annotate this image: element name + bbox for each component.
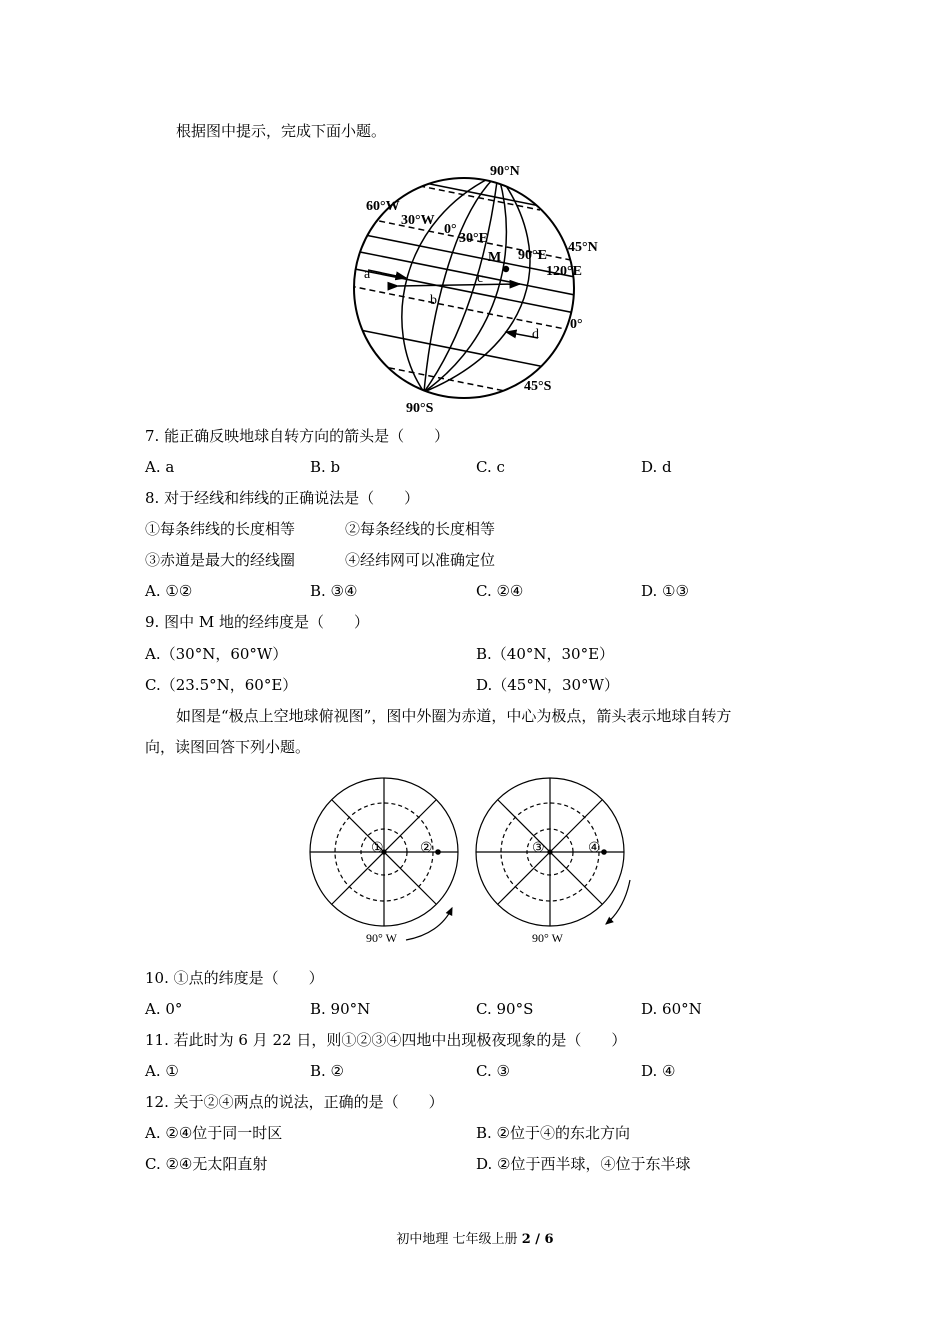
label-30w: 30°W	[401, 213, 435, 228]
q12-option-b[interactable]: B. ②位于④的东北方向	[476, 1124, 631, 1142]
q11-option-c[interactable]: C. ③	[476, 1062, 510, 1080]
meridian	[424, 174, 506, 392]
q11-option-d[interactable]: D. ④	[641, 1062, 676, 1080]
q9-option-b[interactable]: B.（40°N，30°E）	[476, 645, 615, 663]
q8-option-a[interactable]: A. ①②	[145, 582, 193, 600]
q8-statement-3: ③赤道是最大的经线圈	[145, 551, 296, 569]
rotation-arrow-left	[406, 908, 452, 940]
label-point-3: ③	[532, 841, 545, 856]
q8-option-c[interactable]: C. ②④	[476, 582, 524, 600]
q9-stem: 9. 图中 M 地的经纬度是（ ）	[145, 613, 369, 631]
q11-option-b[interactable]: B. ②	[310, 1062, 345, 1080]
label-c: c	[477, 271, 484, 286]
label-90n: 90°N	[490, 164, 520, 179]
q7-stem: 7. 能正确反映地球自转方向的箭头是（ ）	[145, 427, 450, 445]
rotation-arrow-right	[606, 880, 630, 924]
q8-statement-1: ①每条纬线的长度相等	[145, 520, 296, 538]
q7-option-a[interactable]: A. a	[145, 458, 175, 476]
label-point-1: ①	[371, 841, 384, 856]
page-number: 2 / 6	[521, 1232, 554, 1247]
label-a: a	[364, 267, 371, 282]
right-caption: 90° W	[532, 931, 563, 945]
page-footer	[0, 1228, 950, 1247]
label-30e: 30°E	[459, 231, 488, 246]
left-caption: 90° W	[366, 931, 397, 945]
footer-text: 初中地理 七年级上册	[396, 1232, 522, 1247]
label-b: b	[430, 293, 437, 308]
label-45s: 45°S	[524, 379, 552, 394]
label-120e: 120°E	[546, 264, 582, 279]
polar-view-figure	[300, 770, 640, 954]
q10-stem: 10. ①点的纬度是（ ）	[145, 969, 324, 987]
polar-view-svg	[300, 770, 640, 950]
q8-statement-4: ④经纬网可以准确定位	[345, 551, 496, 569]
q8-statement-2: ②每条经线的长度相等	[345, 520, 496, 538]
arrow-a	[368, 270, 406, 278]
q10-option-d[interactable]: D. 60°N	[641, 1000, 702, 1018]
intro-text-2-line2: 向，读图回答下列小题。	[145, 738, 311, 756]
q11-stem: 11. 若此时为 6 月 22 日，则①②③④四地中出现极夜现象的是（ ）	[145, 1031, 627, 1049]
label-60w: 60°W	[366, 199, 400, 214]
q11-option-a[interactable]: A. ①	[145, 1062, 179, 1080]
q9-option-d[interactable]: D.（45°N，30°W）	[476, 676, 619, 694]
meridian	[402, 174, 498, 392]
lat-line	[340, 358, 600, 410]
label-0-equator: 0°	[570, 317, 583, 332]
q8-option-b[interactable]: B. ③④	[310, 582, 358, 600]
label-45n: 45°N	[568, 240, 598, 255]
intro-text-2-line1: 如图是“极点上空地球俯视图”，图中外圈为赤道，中心为极点，箭头表示地球自转方	[176, 707, 732, 725]
arrow-b-c	[398, 284, 520, 286]
q8-stem: 8. 对于经线和纬线的正确说法是（ ）	[145, 489, 420, 507]
q12-option-a[interactable]: A. ②④位于同一时区	[145, 1124, 283, 1142]
q9-option-c[interactable]: C.（23.5°N，60°E）	[145, 676, 298, 694]
q10-option-a[interactable]: A. 0°	[145, 1000, 183, 1018]
intro-text-1: 根据图中提示，完成下面小题。	[176, 122, 387, 140]
label-0-meridian: 0°	[444, 222, 457, 237]
q12-stem: 12. 关于②④两点的说法，正确的是（ ）	[145, 1093, 444, 1111]
q12-option-d[interactable]: D. ②位于西半球，④位于东半球	[476, 1155, 691, 1173]
globe-graticule-svg	[340, 158, 610, 420]
q10-option-c[interactable]: C. 90°S	[476, 1000, 534, 1018]
label-90e: 90°E	[518, 248, 547, 263]
q8-option-d[interactable]: D. ①③	[641, 582, 689, 600]
point-m	[503, 266, 509, 272]
label-m: M	[488, 250, 502, 265]
q7-option-b[interactable]: B. b	[310, 458, 341, 476]
lat-line	[340, 326, 600, 378]
globe-figure	[340, 158, 610, 424]
label-point-2: ②	[420, 841, 433, 856]
label-90s: 90°S	[406, 401, 434, 416]
label-point-4: ④	[588, 841, 601, 856]
q12-option-c[interactable]: C. ②④无太阳直射	[145, 1155, 268, 1173]
q9-option-a[interactable]: A.（30°N，60°W）	[145, 645, 288, 663]
q7-option-c[interactable]: C. c	[476, 458, 505, 476]
q10-option-b[interactable]: B. 90°N	[310, 1000, 371, 1018]
label-d: d	[532, 327, 539, 342]
q7-option-d[interactable]: D. d	[641, 458, 672, 476]
